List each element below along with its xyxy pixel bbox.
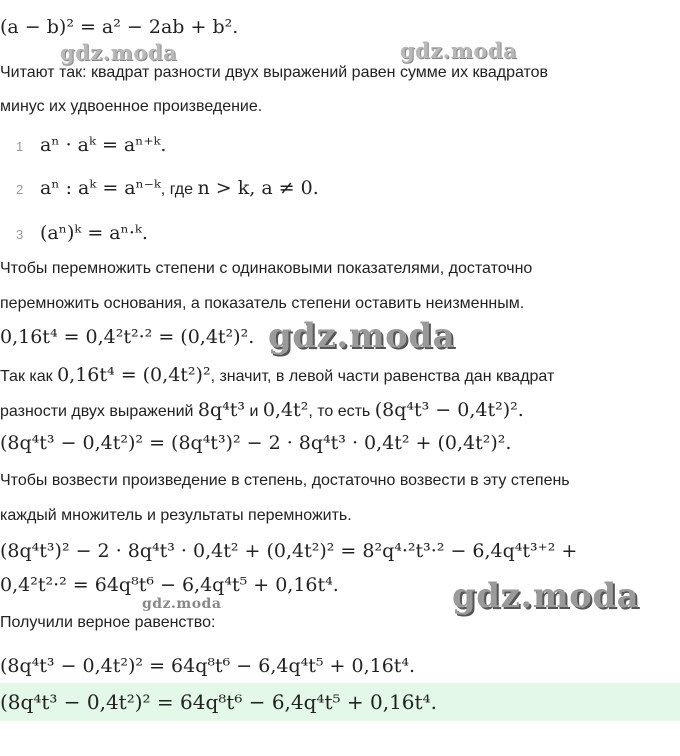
formula-difference-square: (a − b)² = a² − 2ab + b². bbox=[0, 16, 239, 38]
list-number: 2 bbox=[16, 182, 24, 197]
text: , то есть bbox=[308, 403, 375, 420]
watermark: gdz.moda bbox=[60, 40, 178, 65]
text-line: Получили верное равенство: bbox=[0, 614, 216, 631]
text-line: минус их удвоенное произведение. bbox=[0, 98, 263, 115]
text: Так как bbox=[0, 368, 58, 385]
watermark: gdz.moda bbox=[452, 576, 640, 616]
text-line bbox=[0, 399, 524, 421]
text-line: Чтобы перемножить степени с одинаковыми показателями, достаточно bbox=[0, 260, 533, 277]
formula-line: 0,4²t²·² = 64q⁸t⁶ − 6,4q⁴t⁵ + 0,16t⁴. bbox=[0, 574, 339, 596]
list-number: 3 bbox=[16, 227, 24, 242]
formula: aⁿ : aᵏ = aⁿ⁻ᵏ bbox=[40, 177, 161, 199]
text: и bbox=[245, 403, 263, 420]
text: , где bbox=[160, 181, 198, 198]
answer-formula: (8q⁴t³ − 0,4t²)² = 64q⁸t⁶ − 6,4q⁴t⁵ + 0,16t⁴. bbox=[0, 690, 437, 714]
text: разности двух выражений bbox=[0, 403, 198, 420]
watermark: gdz.moda bbox=[268, 316, 456, 356]
formula-line: 0,16t⁴ = 0,4²t²·² = (0,4t²)². bbox=[0, 326, 255, 348]
text-line bbox=[0, 364, 554, 386]
text-line: Чтобы возвести произведение в степень, достаточно возвести в эту степень bbox=[0, 472, 570, 489]
formula: n > k, a ≠ 0. bbox=[197, 177, 319, 199]
watermark: gdz.moda bbox=[142, 596, 222, 612]
formula: (aⁿ)ᵏ = aⁿ·ᵏ. bbox=[40, 222, 148, 244]
formula-line: (8q⁴t³)² − 2 · 8q⁴t³ · 0,4t² + (0,4t²)² = 8²q⁴·²t³·² − 6,4q⁴t³⁺² + bbox=[0, 540, 578, 562]
list-item bbox=[0, 134, 166, 156]
text-line: Читают так: квадрат разности двух выражений равен сумме их квадратов bbox=[0, 64, 549, 81]
list-item bbox=[0, 177, 319, 199]
formula-line: (8q⁴t³ − 0,4t²)² = (8q⁴t³)² − 2 · 8q⁴t³ · 0,4t² + (0,4t²)². bbox=[0, 432, 512, 454]
formula: aⁿ · aᵏ = aⁿ⁺ᵏ. bbox=[40, 134, 167, 156]
formula-line: (8q⁴t³ − 0,4t²)² = 64q⁸t⁶ − 6,4q⁴t⁵ + 0,16t⁴. bbox=[0, 655, 416, 677]
formula: (8q⁴t³ − 0,4t²)². bbox=[374, 399, 524, 421]
watermark: gdz.moda bbox=[400, 38, 518, 63]
text-line: перемножить основания, а показатель степени оставить неизменным. bbox=[0, 295, 525, 312]
formula: 0,16t⁴ = (0,4t²)² bbox=[57, 364, 211, 386]
list-item bbox=[0, 222, 148, 244]
text: , значит, в левой части равенства дан квадрат bbox=[210, 368, 555, 385]
text-line: каждый множитель и результаты перемножить. bbox=[0, 507, 352, 524]
formula: 0,4t² bbox=[262, 399, 309, 421]
list-number: 1 bbox=[16, 139, 24, 154]
formula: 8q⁴t³ bbox=[197, 399, 246, 421]
